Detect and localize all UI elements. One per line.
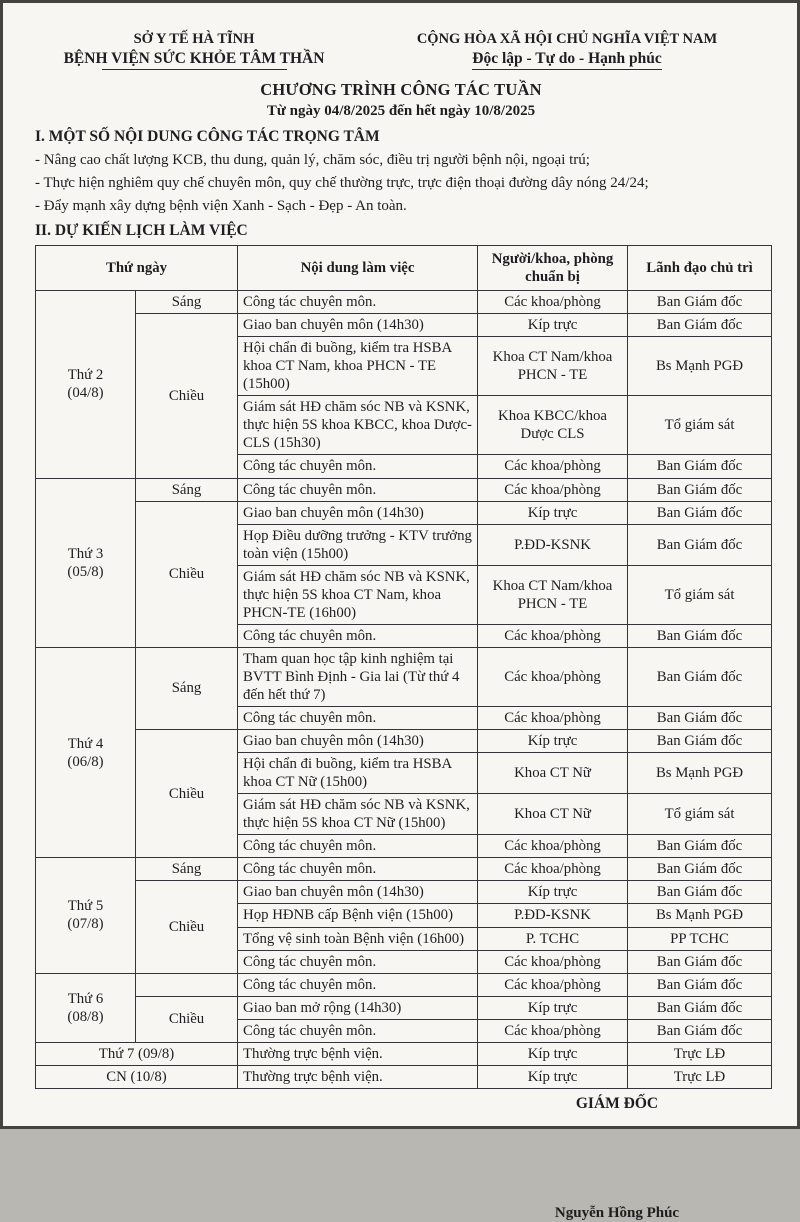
leader-cell: Ban Giám đốc [628,314,772,337]
prepare-cell: P. TCHC [478,927,628,950]
session-cell: Sáng [136,478,238,501]
leader-cell: Ban Giám đốc [628,881,772,904]
section1-heading: I. MỘT SỐ NỘI DUNG CÔNG TÁC TRỌNG TÂM [35,128,380,145]
leader-cell: Trực LĐ [628,1042,772,1065]
session-cell: Chiều [136,996,238,1042]
content-cell: Công tác chuyên môn. [238,455,478,478]
prepare-cell: Khoa CT Nữ [478,794,628,835]
col-header-content: Nội dung làm việc [238,246,478,291]
prepare-cell: Kíp trực [478,314,628,337]
prepare-cell: P.ĐD-KSNK [478,524,628,565]
schedule-table-body [36,291,772,1089]
content-cell: Giám sát HĐ chăm sóc NB và KSNK, thực hiện 5S khoa CT Nữ (15h00) [238,794,478,835]
content-cell: Giám sát HĐ chăm sóc NB và KSNK, thực hiện 5S khoa CT Nam, khoa PHCN-TE (16h00) [238,565,478,624]
day-cell: Thứ 2 (04/8) [36,291,136,478]
prepare-cell: Các khoa/phòng [478,858,628,881]
content-cell: Giám sát HĐ chăm sóc NB và KSNK, thực hiện 5S khoa KBCC, khoa Dược-CLS (15h30) [238,396,478,455]
table-row [36,501,772,524]
section1-item: - Đẩy mạnh xây dựng bệnh viện Xanh - Sạch - Đẹp - An toàn. [35,198,407,214]
section2-heading: II. DỰ KIẾN LỊCH LÀM VIỆC [35,222,248,239]
prepare-cell: Các khoa/phòng [478,950,628,973]
session-cell: Sáng [136,647,238,729]
content-cell: Công tác chuyên môn. [238,858,478,881]
leader-cell: Ban Giám đốc [628,478,772,501]
leader-cell: Tổ giám sát [628,565,772,624]
schedule-table [35,245,772,1089]
prepare-cell: Các khoa/phòng [478,455,628,478]
session-cell: Chiều [136,881,238,973]
leader-cell: Bs Mạnh PGĐ [628,904,772,927]
table-row [36,647,772,706]
leader-cell: Ban Giám đốc [628,647,772,706]
content-cell: Hội chẩn đi buồng, kiểm tra HSBA khoa CT Nam, khoa PHCN - TE (15h00) [238,337,478,396]
page-subtitle: Từ ngày 04/8/2025 đến hết ngày 10/8/2025 [266,103,536,119]
content-cell: Giao ban mở rộng (14h30) [238,996,478,1019]
prepare-cell: Kíp trực [478,1042,628,1065]
session-cell: Chiều [136,730,238,858]
content-cell: Họp HĐNB cấp Bệnh viện (15h00) [238,904,478,927]
table-row [36,291,772,314]
leader-cell: Trực LĐ [628,1065,772,1088]
content-cell: Công tác chuyên môn. [238,624,478,647]
org-underline [102,69,287,70]
content-cell: Thường trực bệnh viện. [238,1065,478,1088]
session-cell: Chiều [136,501,238,647]
content-cell: Hội chẩn đi buồng, kiểm tra HSBA khoa CT Nữ (15h00) [238,753,478,794]
content-cell: Công tác chuyên môn. [238,707,478,730]
org-parent: SỞ Y TẾ HÀ TĨNH [133,31,255,47]
content-cell: Thường trực bệnh viện. [238,1042,478,1065]
leader-cell: Ban Giám đốc [628,624,772,647]
content-cell: Tham quan học tập kinh nghiệm tại BVTT Bình Định - Gia lai (Từ thứ 4 đến hết thứ 7) [238,647,478,706]
prepare-cell: Kíp trực [478,501,628,524]
session-cell: Chiều [136,314,238,478]
prepare-cell: Kíp trực [478,1065,628,1088]
content-cell: Công tác chuyên môn. [238,835,478,858]
content-cell: Công tác chuyên môn. [238,291,478,314]
leader-cell: Ban Giám đốc [628,501,772,524]
schedule-table-head [36,246,772,291]
content-cell: Công tác chuyên môn. [238,950,478,973]
page-title: CHƯƠNG TRÌNH CÔNG TÁC TUẦN [260,80,542,99]
prepare-cell: Khoa CT Nam/khoa PHCN - TE [478,565,628,624]
leader-cell: Ban Giám đốc [628,730,772,753]
content-cell: Công tác chuyên môn. [238,478,478,501]
leader-cell: Tổ giám sát [628,396,772,455]
leader-cell: Ban Giám đốc [628,524,772,565]
session-cell: Sáng [136,291,238,314]
signature-block [467,1095,767,1222]
leader-cell: Ban Giám đốc [628,858,772,881]
session-cell: Sáng [136,858,238,881]
day-cell: Thứ 3 (05/8) [36,478,136,647]
prepare-cell: Các khoa/phòng [478,1019,628,1042]
day-cell: Thứ 4 (06/8) [36,647,136,857]
leader-cell: Ban Giám đốc [628,950,772,973]
signature-title: GIÁM ĐỐC [575,1094,659,1112]
leader-cell: Ban Giám đốc [628,291,772,314]
table-row [36,1065,772,1088]
table-header-row [36,246,772,291]
leader-cell: Bs Mạnh PGĐ [628,753,772,794]
content-cell: Giao ban chuyên môn (14h30) [238,501,478,524]
prepare-cell: Các khoa/phòng [478,291,628,314]
prepare-cell: Các khoa/phòng [478,624,628,647]
org-name: BỆNH VIỆN SỨC KHỎE TÂM THẦN [63,50,325,67]
prepare-cell: Khoa CT Nam/khoa PHCN - TE [478,337,628,396]
prepare-cell: Các khoa/phòng [478,478,628,501]
national-header-block [367,31,767,70]
table-row [36,881,772,904]
prepare-cell: P.ĐD-KSNK [478,904,628,927]
leader-cell: Tổ giám sát [628,794,772,835]
leader-cell: Ban Giám đốc [628,835,772,858]
table-row [36,478,772,501]
col-header-day: Thứ ngày [36,246,238,291]
content-cell: Họp Điều dưỡng trưởng - KTV trưởng toàn viện (15h00) [238,524,478,565]
content-cell: Tổng vệ sinh toàn Bệnh viện (16h00) [238,927,478,950]
prepare-cell: Kíp trực [478,730,628,753]
national-motto-line2: Độc lập - Tự do - Hạnh phúc [367,50,767,70]
day-cell: Thứ 5 (07/8) [36,858,136,973]
table-row [36,314,772,337]
content-cell: Công tác chuyên môn. [238,1019,478,1042]
prepare-cell: Các khoa/phòng [478,647,628,706]
prepare-cell: Khoa CT Nữ [478,753,628,794]
table-row [36,1042,772,1065]
day-cell: Thứ 7 (09/8) [36,1042,238,1065]
content-cell: Giao ban chuyên môn (14h30) [238,881,478,904]
prepare-cell: Khoa KBCC/khoa Dược CLS [478,396,628,455]
leader-cell: PP TCHC [628,927,772,950]
issuing-org-block [35,31,353,70]
day-cell: CN (10/8) [36,1065,238,1088]
table-row [36,996,772,1019]
leader-cell: Ban Giám đốc [628,707,772,730]
national-motto-line1: CỘNG HÒA XÃ HỘI CHỦ NGHĨA VIỆT NAM [416,31,718,47]
signature-name: Nguyễn Hồng Phúc [554,1204,680,1221]
leader-cell: Ban Giám đốc [628,455,772,478]
prepare-cell: Các khoa/phòng [478,707,628,730]
leader-cell: Ban Giám đốc [628,973,772,996]
prepare-cell: Các khoa/phòng [478,973,628,996]
leader-cell: Ban Giám đốc [628,996,772,1019]
section1-item: - Nâng cao chất lượng KCB, thu dung, quản lý, chăm sóc, điều trị người bệnh nội, ngoại trú; [35,152,590,168]
col-header-leader: Lãnh đạo chủ trì [628,246,772,291]
prepare-cell: Các khoa/phòng [478,835,628,858]
content-cell: Công tác chuyên môn. [238,973,478,996]
session-cell [136,973,238,996]
leader-cell: Ban Giám đốc [628,1019,772,1042]
col-header-prepare: Người/khoa, phòng chuẩn bị [478,246,628,291]
table-row [36,973,772,996]
prepare-cell: Kíp trực [478,996,628,1019]
table-row [36,858,772,881]
section1-item: - Thực hiện nghiêm quy chế chuyên môn, quy chế thường trực, trực điện thoại đường dây nóng 24/24; [35,175,649,191]
leader-cell: Bs Mạnh PGĐ [628,337,772,396]
day-cell: Thứ 6 (08/8) [36,973,136,1042]
content-cell: Giao ban chuyên môn (14h30) [238,730,478,753]
content-cell: Giao ban chuyên môn (14h30) [238,314,478,337]
prepare-cell: Kíp trực [478,881,628,904]
document-header [35,31,767,70]
table-row [36,730,772,753]
